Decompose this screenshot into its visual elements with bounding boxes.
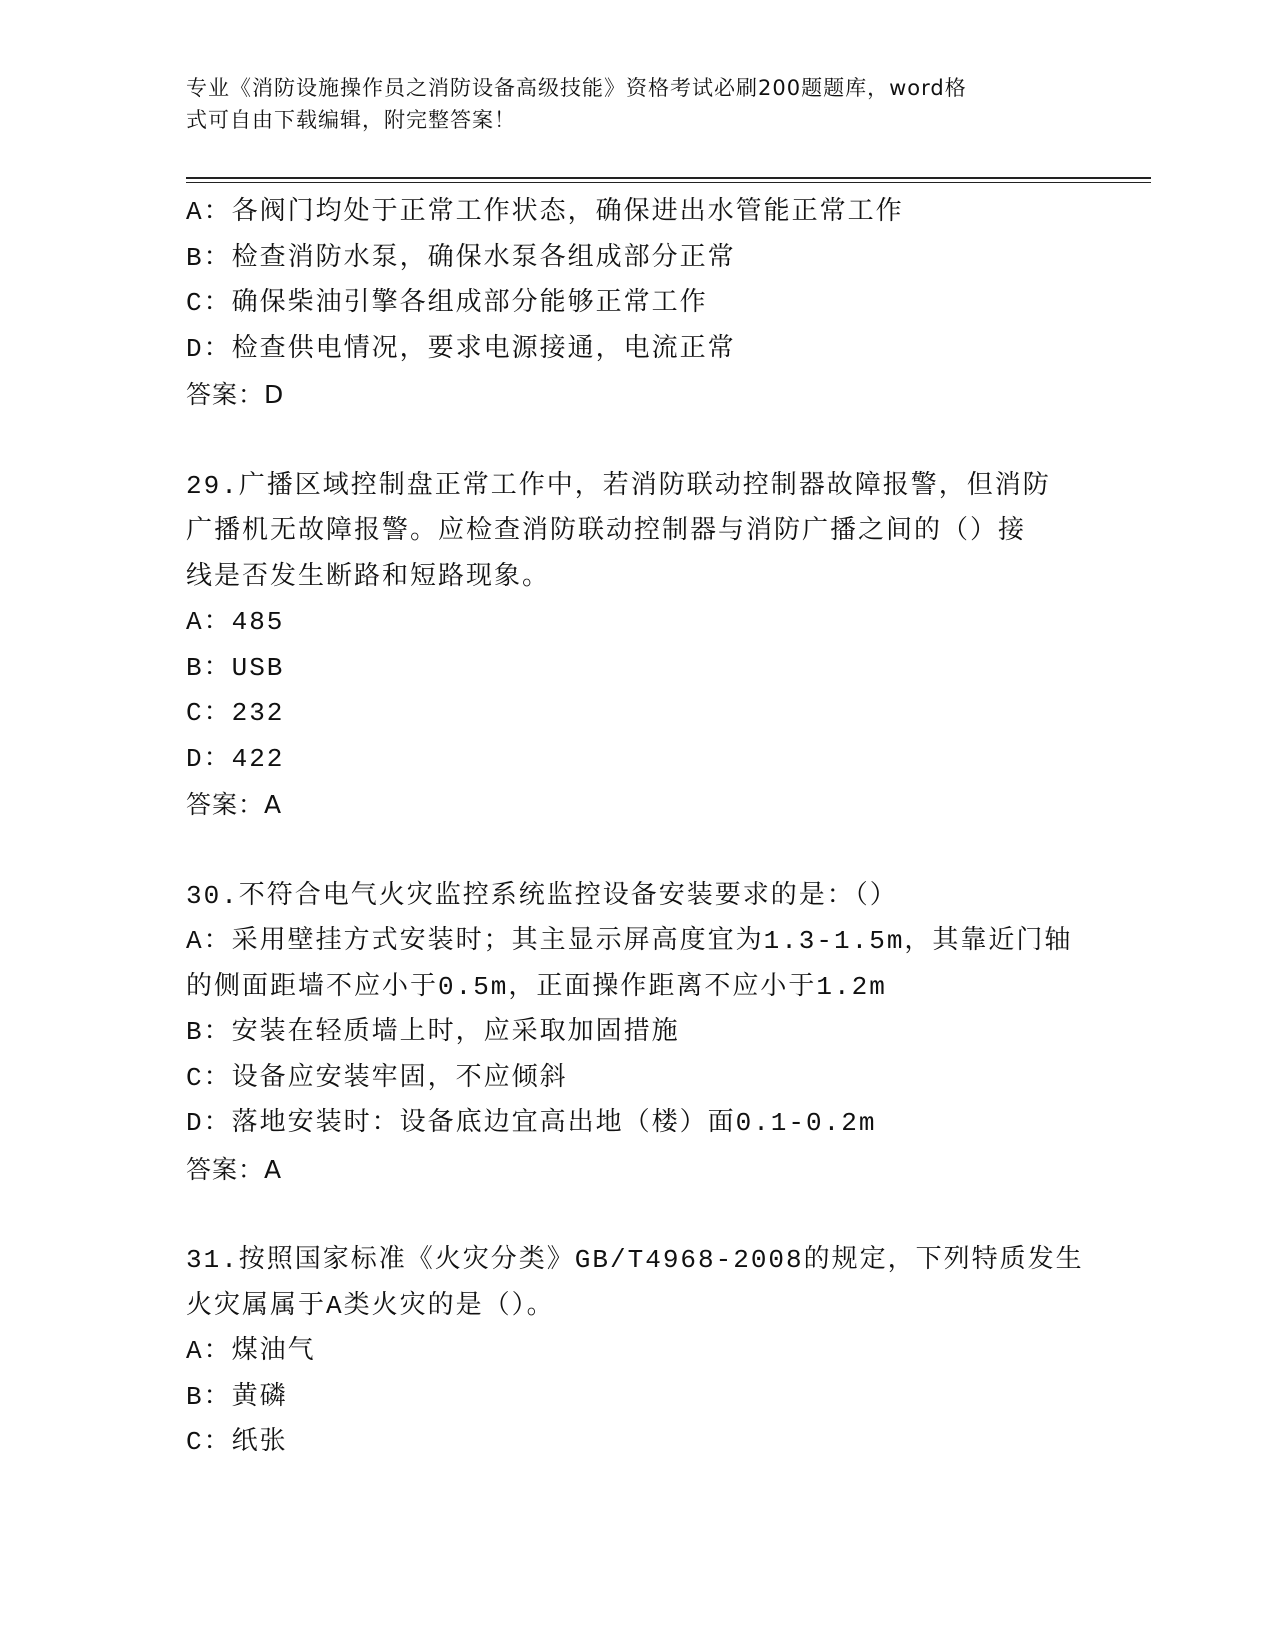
question-29	[186, 464, 1086, 828]
option-c: C：232	[186, 698, 285, 728]
option-d: D：422	[186, 743, 285, 774]
question-text-line: 29.广播区域控制盘正常工作中，若消防联动控制器故障报警，但消防	[186, 470, 1051, 501]
option-a: A：采用壁挂方式安装时；其主显示屏高度宜为1.3-1.5m，其靠近门轴	[186, 926, 1073, 956]
option-d: D：落地安装时：设备底边宜高出地（楼）面0.1-0.2m	[186, 1108, 877, 1138]
option-a: A：485	[186, 607, 285, 637]
option-c: C：确保柴油引擎各组成部分能够正常工作	[186, 288, 708, 318]
question-text-line: 30.不符合电气火灾监控系统监控设备安装要求的是：（）	[186, 880, 898, 911]
option-a: A：各阀门均处于正常工作状态，确保进出水管能正常工作	[186, 197, 904, 227]
option-a: A：煤油气	[186, 1336, 316, 1366]
question-list	[186, 190, 1086, 1466]
question-text-line: 广播机无故障报警。应检查消防联动控制器与消防广播之间的（）接	[186, 516, 1027, 546]
option-c: C：设备应安装牢固，不应倾斜	[186, 1062, 568, 1093]
header-rule-thin	[186, 182, 1151, 183]
answer: 答案：D	[186, 380, 285, 409]
option-b: B：安装在轻质墙上时，应采取加固措施	[186, 1017, 680, 1047]
question-text-line: 线是否发生断路和短路现象。	[186, 561, 551, 592]
answer: 答案：A	[186, 1154, 283, 1184]
option-b: B：USB	[186, 652, 285, 683]
option-c: C：纸张	[186, 1427, 288, 1457]
option-a-continued: 的侧面距墙不应小于0.5m，正面操作距离不应小于1.2m	[186, 971, 887, 1002]
question-text-line: 31.按照国家标准《火灾分类》GB/T4968-2008的规定，下列特质发生	[186, 1245, 1084, 1275]
option-d: D：检查供电情况，要求电源接通，电流正常	[186, 333, 736, 364]
question-31	[186, 1238, 1086, 1466]
header-line-1: 专业《消防设施操作员之消防设备高级技能》资格考试必刷200题题库，word格	[186, 76, 967, 100]
question-28-continued	[186, 190, 1086, 418]
header-line-2: 式可自由下载编辑，附完整答案！	[186, 108, 516, 132]
answer: 答案：A	[186, 790, 283, 819]
document-header	[186, 72, 1066, 136]
question-30	[186, 874, 1086, 1193]
question-text-line: 火灾属属于A类火灾的是（）。	[186, 1290, 555, 1321]
option-b: B：检查消防水泵，确保水泵各组成部分正常	[186, 242, 736, 273]
option-b: B：黄磷	[186, 1381, 288, 1412]
header-rule-thick	[186, 177, 1151, 179]
